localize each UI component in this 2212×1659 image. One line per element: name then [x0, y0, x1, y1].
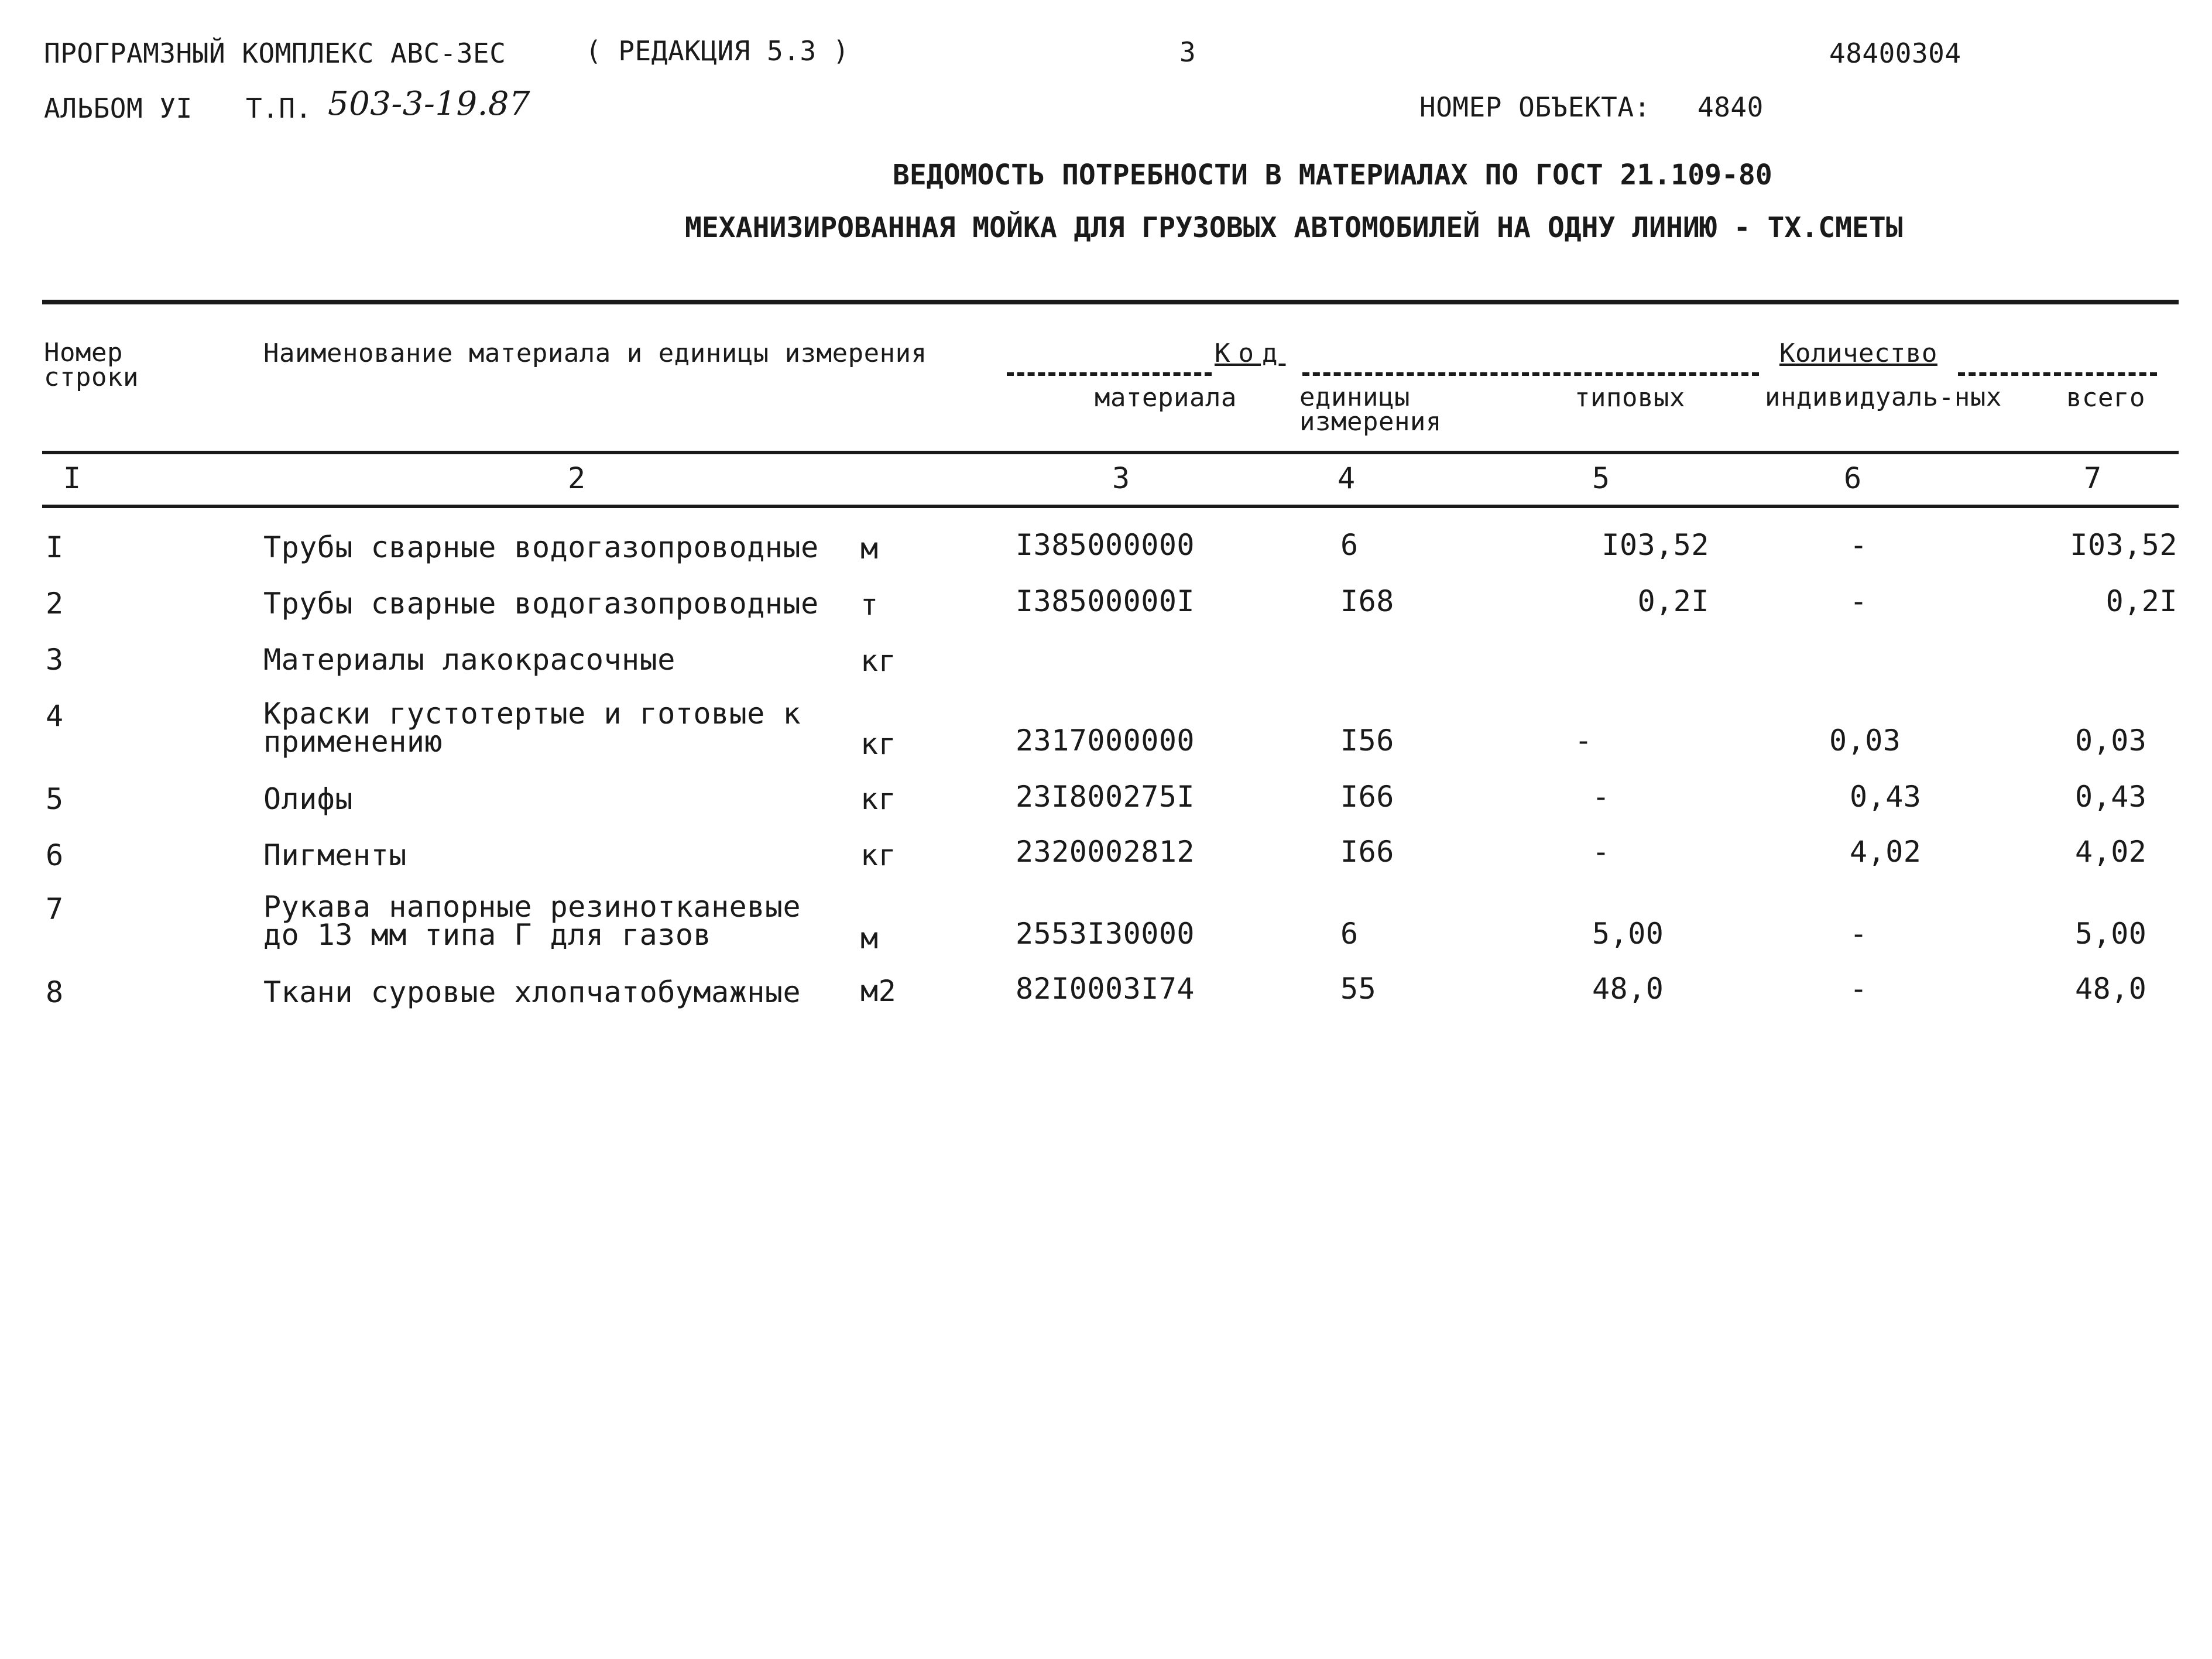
qty-typical: I03,52: [1601, 528, 1709, 562]
code-unit: I68: [1340, 584, 1394, 618]
qty-typical: -: [1592, 835, 1610, 869]
material-name: Пигменты: [263, 838, 407, 872]
table-top-rule: [42, 300, 2179, 304]
material-name: Ткани суровые хлопчатобумажные: [263, 975, 801, 1009]
header-material-name: Наименование материала и единицы измерения: [263, 338, 927, 368]
code-unit: 6: [1340, 917, 1359, 951]
qty-typical: -: [1575, 724, 1593, 757]
qty-total: 0,03: [2075, 724, 2147, 757]
code-material: I385000000: [1016, 528, 1195, 562]
unit: кг: [860, 838, 897, 872]
qty-typical: 48,0: [1592, 972, 1664, 1006]
row-number: 5: [46, 782, 64, 816]
column-number-2: 2: [568, 461, 586, 495]
material-name: Трубы сварные водогазопроводные: [263, 587, 819, 621]
column-number-5: 5: [1592, 461, 1610, 495]
code-unit: 55: [1340, 972, 1377, 1006]
code-material: 82I0003I74: [1016, 972, 1195, 1006]
row-number: 2: [46, 587, 64, 621]
material-name: Рукава напорные резинотканевые до 13 мм типа Г для газов: [263, 890, 801, 952]
column-number-1: I: [63, 461, 81, 495]
qty-individual: 4,02: [1850, 835, 1922, 869]
qty-total: 5,00: [2075, 917, 2147, 951]
qty-individual: -: [1850, 917, 1868, 951]
unit: т: [860, 588, 879, 622]
qty-individual: -: [1850, 972, 1868, 1006]
header-qty-total: всего: [2066, 383, 2145, 413]
tp-value-handwritten: 503-3-19.87: [328, 85, 531, 123]
unit: м: [860, 532, 879, 565]
qty-individual: -: [1850, 584, 1868, 618]
column-numbers-bottom-rule: [42, 505, 2179, 508]
unit: кг: [860, 782, 897, 816]
qty-individual: 0,03: [1829, 724, 1901, 757]
row-number: 7: [46, 892, 64, 926]
column-numbers-top-rule: [42, 451, 2179, 454]
qty-individual: 0,43: [1850, 780, 1922, 814]
unit: кг: [860, 727, 897, 761]
document-subtitle: МЕХАНИЗИРОВАННАЯ МОЙКА ДЛЯ ГРУЗОВЫХ АВТОМОБИЛЕЙ НА ОДНУ ЛИНИЮ - ТХ.СМЕТЫ: [685, 211, 1903, 244]
object-value: 4840: [1697, 91, 1764, 123]
doc-code: 48400304: [1829, 37, 1961, 69]
program-name: ПРОГРАМЗНЫЙ КОМПЛЕКС АВС-ЗЕС: [44, 37, 506, 69]
object-label: НОМЕР ОБЪЕКТА:: [1419, 91, 1651, 123]
code-group-dash-left: [1007, 372, 1212, 376]
column-number-7: 7: [2084, 461, 2102, 495]
header-code-unit: единицы измерения: [1299, 382, 1442, 437]
tp-label: Т.П.: [246, 92, 312, 124]
code-group-dash-right: [1302, 372, 1759, 376]
code-material: 23I800275I: [1016, 780, 1195, 814]
code-unit: I66: [1340, 780, 1394, 814]
column-number-6: 6: [1844, 461, 1862, 495]
code-unit: I56: [1340, 724, 1394, 757]
material-name: Трубы сварные водогазопроводные: [263, 530, 819, 564]
code-unit: I66: [1340, 835, 1394, 869]
code-material: 2320002812: [1016, 835, 1195, 869]
row-number: 6: [46, 838, 64, 872]
qty-individual: -: [1850, 528, 1868, 562]
code-material: 2317000000: [1016, 724, 1195, 757]
row-number: I: [46, 530, 64, 564]
header-quantity-group: Количество: [1779, 338, 1937, 368]
row-number: 4: [46, 699, 64, 733]
qty-total: 48,0: [2075, 972, 2147, 1006]
quantity-group-dash: [1958, 372, 2157, 376]
page-number: 3: [1179, 36, 1196, 68]
qty-typical: -: [1592, 780, 1610, 814]
qty-typical: 5,00: [1592, 917, 1664, 951]
qty-total: I03,52: [2070, 528, 2177, 562]
qty-typical: 0,2I: [1637, 584, 1709, 618]
unit: кг: [860, 644, 897, 678]
header-row-number: Номер строки: [44, 338, 139, 392]
code-unit: 6: [1340, 528, 1359, 562]
document-title: ВЕДОМОСТЬ ПОТРЕБНОСТИ В МАТЕРИАЛАХ ПО ГОСТ 21.109-80: [893, 159, 1772, 191]
album: АЛЬБОМ УI: [44, 92, 193, 124]
column-number-3: 3: [1112, 461, 1130, 495]
edition: ( РЕДАКЦИЯ 5.3 ): [585, 35, 850, 67]
material-name: Материалы лакокрасочные: [263, 643, 675, 677]
row-number: 3: [46, 643, 64, 677]
header-qty-individual: индивидуаль-ных: [1765, 382, 2002, 412]
code-material: I38500000I: [1016, 584, 1195, 618]
row-number: 8: [46, 975, 64, 1009]
material-name: Олифы: [263, 782, 354, 816]
column-number-4: 4: [1338, 461, 1356, 495]
header-qty-typical: типовых: [1575, 383, 1685, 413]
qty-total: 0,43: [2075, 780, 2147, 814]
qty-total: 4,02: [2075, 835, 2147, 869]
unit: м2: [860, 974, 897, 1008]
qty-total: 0,2I: [2105, 584, 2177, 618]
unit: м: [860, 921, 879, 955]
material-name: Краски густотертые и готовые к применению: [263, 697, 801, 759]
code-material: 2553I30000: [1016, 917, 1195, 951]
header-code-material: материала: [1095, 383, 1237, 413]
header-code-group: Код: [1215, 338, 1286, 368]
